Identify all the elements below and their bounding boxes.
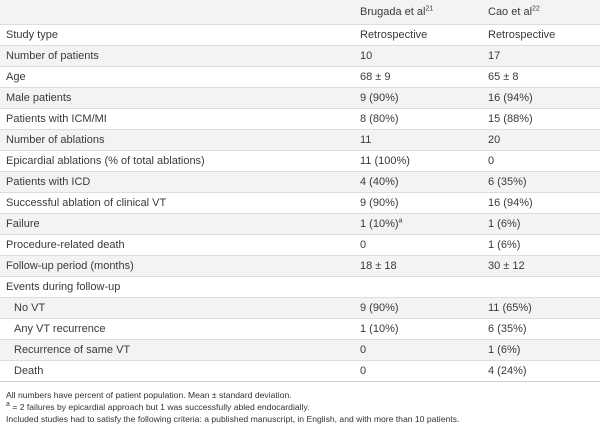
row-label-cell	[0, 277, 354, 298]
cao-value-cell	[482, 25, 600, 46]
brugada-value-cell	[354, 109, 482, 130]
cao-value-text: 0	[488, 155, 495, 167]
row-label-text: Death	[14, 365, 44, 377]
brugada-value-cell	[354, 130, 482, 151]
cao-value-text: 6 (35%)	[488, 323, 527, 335]
cao-value-cell	[482, 235, 600, 256]
cao-value-text: 30 ± 12	[488, 260, 525, 272]
cao-value-text: 6 (35%)	[488, 176, 527, 188]
row-label-text: Epicardial ablations (% of total ablations)	[6, 155, 205, 167]
cao-value-cell	[482, 88, 600, 109]
header-empty-cell	[0, 0, 354, 25]
cao-value-cell	[482, 130, 600, 151]
cao-value-text: 16 (94%)	[488, 197, 533, 209]
brugada-value-text: 10	[360, 50, 373, 62]
cao-value-cell	[482, 256, 600, 277]
cao-value-text: 11 (65%)	[488, 302, 532, 314]
brugada-value-cell	[354, 277, 482, 298]
brugada-value-text: 9 (90%)	[360, 197, 399, 209]
brugada-value-cell	[354, 193, 482, 214]
row-label-text: Failure	[6, 218, 40, 230]
cao-value-text: 17	[488, 50, 501, 62]
row-label-text: Age	[6, 71, 26, 83]
cao-value-cell	[482, 172, 600, 193]
row-label-text: Any VT recurrence	[14, 323, 106, 335]
row-label-cell	[0, 319, 354, 340]
row-label-text: Events during follow-up	[6, 281, 121, 293]
row-label-cell	[0, 340, 354, 361]
cao-value-text: 15 (88%)	[488, 113, 533, 125]
footnote-3: Included studies had to satisfy the following criteria: a published manuscript, in English, and with more than 10 patients.	[6, 414, 460, 424]
brugada-value-cell	[354, 25, 482, 46]
row-label-cell	[0, 235, 354, 256]
row-label-cell	[0, 214, 354, 235]
cao-value-cell	[482, 298, 600, 319]
row-label-cell	[0, 298, 354, 319]
table-row	[0, 277, 600, 298]
brugada-value-cell	[354, 256, 482, 277]
header-cao-ref: 22	[532, 5, 540, 13]
row-label-cell	[0, 256, 354, 277]
footnote-marker: a	[398, 217, 403, 225]
row-label-cell	[0, 25, 354, 46]
brugada-value-text: 0	[360, 239, 367, 251]
brugada-value-text: Retrospective	[360, 29, 428, 41]
table-row	[0, 193, 600, 214]
cao-value-text: 1 (6%)	[488, 344, 521, 356]
table-row	[0, 256, 600, 277]
brugada-value-text: 9 (90%)	[360, 302, 399, 314]
cao-value-cell	[482, 67, 600, 88]
cao-value-text: 1 (6%)	[488, 218, 521, 230]
row-label-text: Follow-up period (months)	[6, 260, 134, 272]
table-row	[0, 361, 600, 382]
brugada-value-text: 18 ± 18	[360, 260, 397, 272]
brugada-value-text: 11 (100%)	[360, 155, 410, 167]
cao-value-cell	[482, 214, 600, 235]
row-label-cell	[0, 172, 354, 193]
footnote-2-mark: a	[6, 401, 10, 409]
row-label-text: Male patients	[6, 92, 72, 104]
table-row	[0, 88, 600, 109]
brugada-value-text: 68 ± 9	[360, 71, 391, 83]
row-label-cell	[0, 130, 354, 151]
brugada-value-cell	[354, 172, 482, 193]
row-label-text: Successful ablation of clinical VT	[6, 197, 167, 209]
cao-value-text: 1 (6%)	[488, 239, 521, 251]
cao-value-text: 16 (94%)	[488, 92, 533, 104]
brugada-value-cell	[354, 46, 482, 67]
header-brugada	[354, 0, 482, 25]
row-label-text: Number of ablations	[6, 134, 105, 146]
table-row	[0, 214, 600, 235]
brugada-value-text: 4 (40%)	[360, 176, 399, 188]
brugada-value-cell	[354, 319, 482, 340]
row-label-text: Study type	[6, 29, 58, 41]
row-label-text: Patients with ICM/MI	[6, 113, 107, 125]
table-row	[0, 319, 600, 340]
brugada-value-cell	[354, 361, 482, 382]
brugada-value-cell	[354, 214, 482, 235]
table-row	[0, 130, 600, 151]
row-label-text: Procedure-related death	[6, 239, 125, 251]
brugada-value-text: 1 (10%)	[360, 218, 399, 230]
table-row	[0, 25, 600, 46]
header-cao-name: Cao et al	[488, 6, 533, 18]
row-label-cell	[0, 46, 354, 67]
brugada-value-text: 0	[360, 365, 367, 377]
brugada-value-text: 9 (90%)	[360, 92, 399, 104]
cao-value-cell	[482, 193, 600, 214]
brugada-value-text: 1 (10%)	[360, 323, 399, 335]
table-row	[0, 235, 600, 256]
brugada-value-cell	[354, 235, 482, 256]
cao-value-text: 20	[488, 134, 501, 146]
cao-value-cell	[482, 340, 600, 361]
brugada-value-cell	[354, 67, 482, 88]
header-cao	[482, 0, 600, 25]
table-row	[0, 340, 600, 361]
row-label-text: Patients with ICD	[6, 176, 91, 188]
brugada-value-text: 0	[360, 344, 367, 356]
footnote-2-text: = 2 failures by epicardial approach but 1 was successfully abled endocardially.	[9, 402, 310, 412]
brugada-value-cell	[354, 88, 482, 109]
cao-value-cell	[482, 319, 600, 340]
footnotes	[0, 382, 600, 425]
row-label-text: Number of patients	[6, 50, 99, 62]
cao-value-cell	[482, 277, 600, 298]
brugada-value-text: 8 (80%)	[360, 113, 399, 125]
row-label-cell	[0, 88, 354, 109]
cao-value-cell	[482, 361, 600, 382]
brugada-value-cell	[354, 151, 482, 172]
cao-value-text: 65 ± 8	[488, 71, 519, 83]
brugada-value-text: 11	[360, 134, 372, 146]
table-row	[0, 67, 600, 88]
footnote-2	[6, 401, 600, 413]
cao-value-cell	[482, 151, 600, 172]
cao-value-text: 4 (24%)	[488, 365, 527, 377]
row-label-cell	[0, 193, 354, 214]
table-header-row	[0, 0, 600, 25]
table-row	[0, 151, 600, 172]
cao-value-text: Retrospective	[488, 29, 556, 41]
row-label-cell	[0, 109, 354, 130]
row-label-cell	[0, 67, 354, 88]
brugada-value-cell	[354, 298, 482, 319]
row-label-text: Recurrence of same VT	[14, 344, 131, 356]
header-brugada-ref: 21	[425, 5, 434, 13]
cao-value-cell	[482, 109, 600, 130]
row-label-text: No VT	[14, 302, 46, 314]
row-label-cell	[0, 361, 354, 382]
table-row	[0, 172, 600, 193]
table-row	[0, 109, 600, 130]
header-brugada-name: Brugada et al	[360, 6, 426, 18]
table-row	[0, 298, 600, 319]
row-label-cell	[0, 151, 354, 172]
brugada-value-cell	[354, 340, 482, 361]
footnote-1: All numbers have percent of patient population. Mean ± standard deviation.	[6, 390, 292, 400]
table-row	[0, 46, 600, 67]
cao-value-cell	[482, 46, 600, 67]
